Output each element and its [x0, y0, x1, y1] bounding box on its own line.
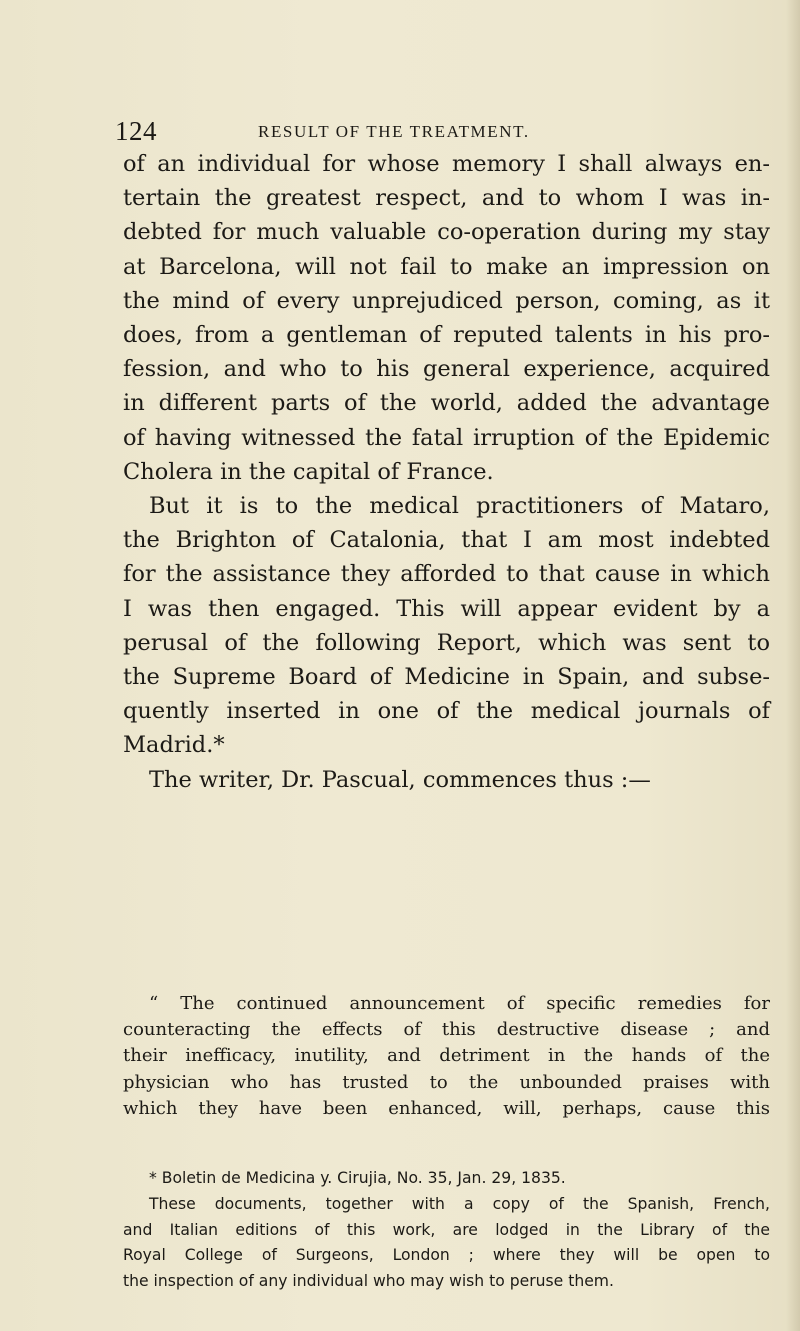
- text-line: at Barcelona, will not fail to make an impression on: [123, 253, 770, 280]
- footnote-line: the inspection of any individual who may wish to peruse them.: [123, 1272, 614, 1291]
- text-line: does, from a gentleman of reputed talents in his pro-: [123, 322, 770, 349]
- text-line: the Supreme Board of Medicine in Spain, and subse-: [123, 664, 770, 691]
- text-line: of having witnessed the fatal irruption of the Epidemic: [123, 424, 770, 451]
- text-line: fession, and who to his general experience, acquired: [123, 356, 770, 383]
- text-line: The writer, Dr. Pascual, commences thus :—: [149, 766, 651, 793]
- text-line: I was then engaged. This will appear evident by a: [123, 595, 770, 622]
- quote-line: their inefficacy, inutility, and detriment in the hands of the: [123, 1045, 770, 1067]
- running-title: RESULT OF THE TREATMENT.: [258, 122, 530, 141]
- quoted-report: [123, 991, 770, 1122]
- footnote-line: * Boletin de Medicina y. Cirujia, No. 35, Jan. 29, 1835.: [149, 1169, 566, 1187]
- text-line: debted for much valuable co-operation during my stay: [123, 219, 770, 246]
- quote-line: “ The continued announcement of specific remedies for: [149, 993, 770, 1014]
- text-line: for the assistance they afforded to that cause in which: [123, 561, 770, 588]
- text-line: the Brighton of Catalonia, that I am most indebted: [123, 527, 770, 554]
- text-line: Madrid.*: [123, 732, 225, 759]
- text-line: tertain the greatest respect, and to whom I was in-: [123, 185, 770, 212]
- quote-line: physician who has trusted to the unbounded praises with: [123, 1071, 770, 1093]
- page-number: 124: [115, 116, 157, 146]
- quote-line: counteracting the effects of this destructive disease ; and: [123, 1019, 770, 1041]
- footnote-line: and Italian editions of this work, are lodged in the Library of the: [123, 1220, 770, 1239]
- text-line: of an individual for whose memory I shall always en-: [123, 151, 770, 177]
- text-line: the mind of every unprejudiced person, coming, as it: [123, 287, 770, 314]
- quote-line: which they have been enhanced, will, perhaps, cause this: [123, 1097, 770, 1119]
- text-line: perusal of the following Report, which was sent to: [123, 629, 770, 656]
- footnote-line: Royal College of Surgeons, London ; where they will be open to: [123, 1246, 770, 1265]
- main-text: [123, 147, 770, 797]
- text-line: Cholera in the capital of France.: [123, 458, 494, 485]
- footnote: [123, 1166, 770, 1295]
- page-edge-shadow: [786, 0, 800, 1331]
- text-line: in different parts of the world, added the advantage: [123, 390, 770, 417]
- text-line: But it is to the medical practitioners of Mataro,: [149, 493, 770, 520]
- text-line: quently inserted in one of the medical journals of: [123, 698, 770, 725]
- footnote-line: These documents, together with a copy of the Spanish, French,: [149, 1194, 770, 1213]
